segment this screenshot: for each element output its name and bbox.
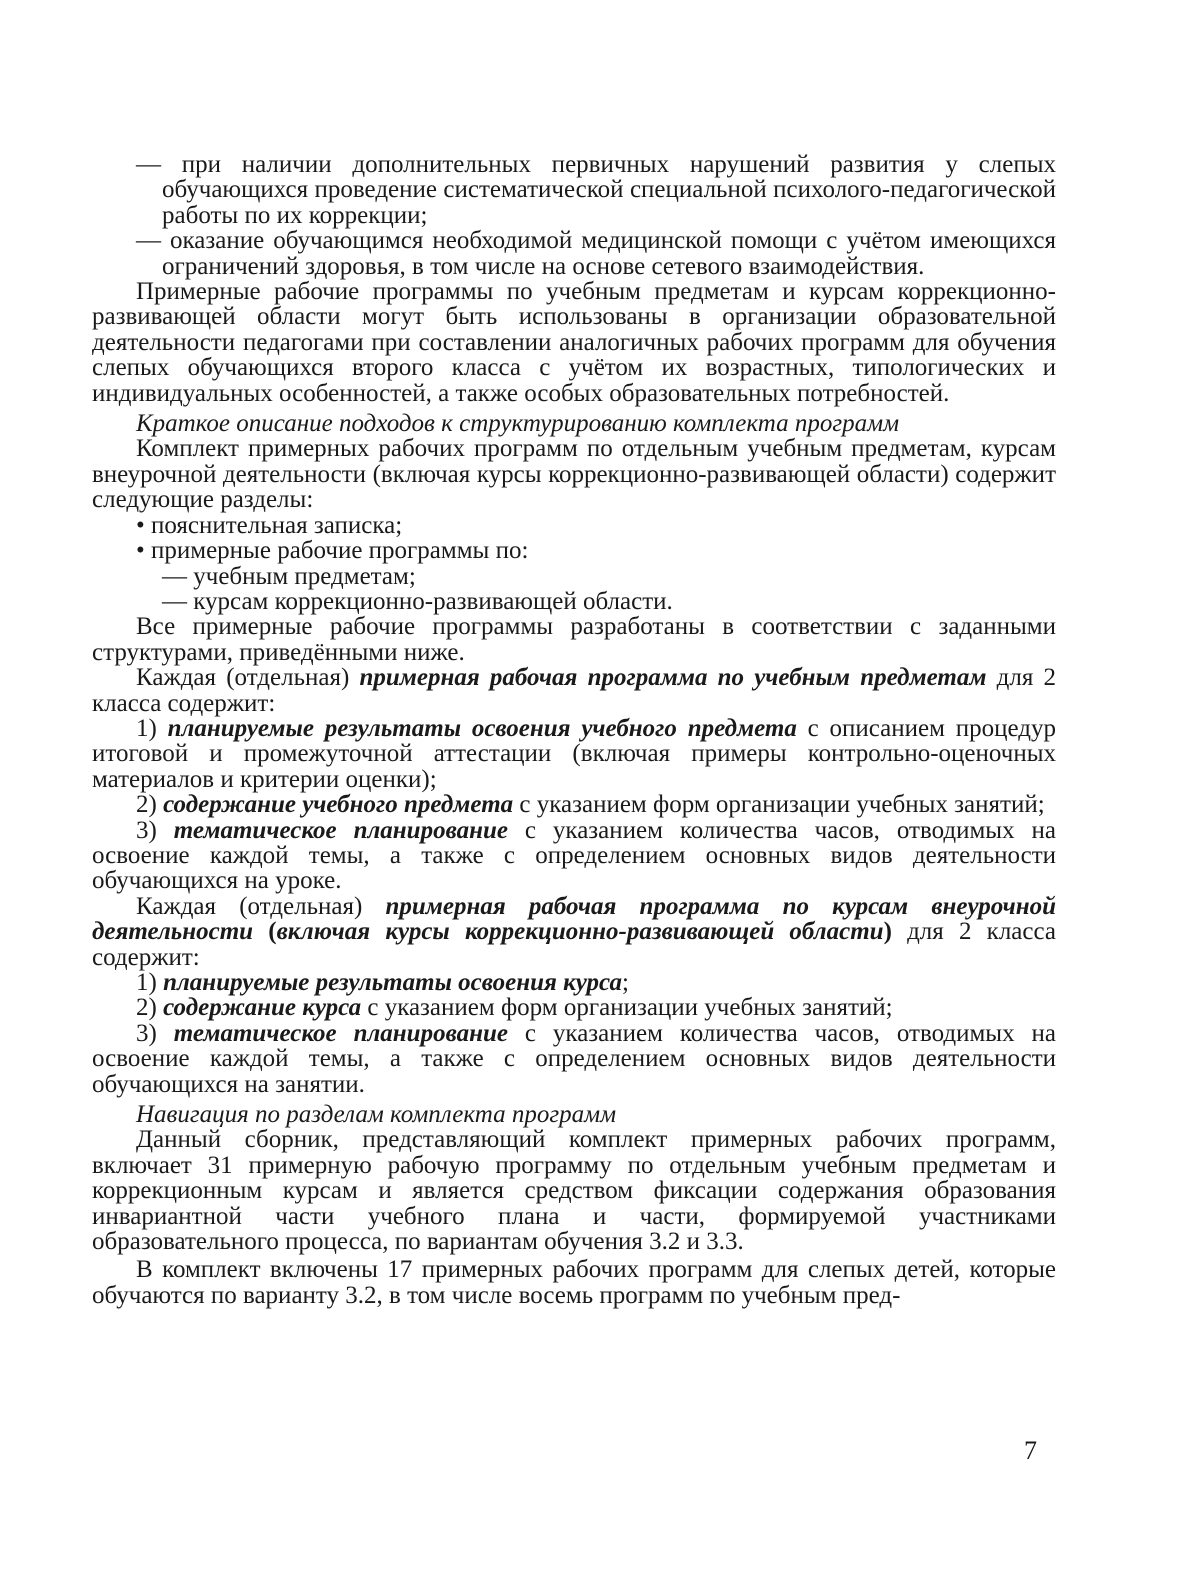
bullet-explanatory-note: • пояснительная записка;: [136, 511, 403, 539]
paragraph-set-intro: Комплект примерных рабочих программ по отдельным учебным предметам, курсам внеурочной деятельности (включая курсы коррекционно-развивающей области) содержит следующие разделы:: [92, 435, 1056, 514]
section-heading-navigation: Навигация по разделам комплекта программ: [136, 1101, 617, 1129]
course-item-2: [92, 995, 1056, 1020]
item-number: 1): [136, 969, 164, 996]
item-number: 3): [136, 1019, 174, 1047]
page-number: 7: [1024, 1436, 1037, 1465]
paragraph-included: В комплект включены 17 примерных рабочих программ для слепых детей, которые обучаются по варианту 3.2, в том числе восемь программ по учебным пред-: [92, 1256, 1056, 1309]
emphasis: тематическое планирование: [173, 1019, 508, 1047]
item-number: 2): [136, 994, 164, 1022]
subject-item-2: [92, 792, 1056, 817]
text-run: для 2 класса содержит:: [92, 918, 1056, 971]
text-run: Каждая (отдельная): [136, 664, 360, 692]
text-run: для 2 класса содержит:: [92, 664, 1056, 717]
emphasis: примерная рабочая программа по учебным предметам: [359, 664, 987, 692]
item-number: 1): [136, 714, 168, 742]
emphasis: содержание учебного предмета: [163, 791, 514, 819]
subject-item-1: [92, 716, 1056, 792]
emphasis: планируемые результаты освоения курса: [163, 969, 623, 996]
paren: ): [883, 918, 892, 946]
paren: (: [253, 918, 277, 946]
paragraph-collection: Данный сборник, представляющий комплект примерных рабочих программ, включает 31 примерную рабочую программу по отдельным учебным предметам и коррекционным курсам и является средством фиксации содержания образования инвариантной части учебного плана и части, формируемой участниками образовательного процесса, по вариантам обучения 3.2 и 3.3.: [92, 1126, 1056, 1256]
text-run: ;: [622, 969, 629, 996]
item-number: 2): [136, 791, 164, 819]
text-run: с указанием форм организации учебных занятий;: [513, 791, 1045, 819]
emphasis: содержание курса: [163, 994, 362, 1022]
emphasis: включая курсы коррекционно-развивающей области: [276, 918, 884, 946]
course-item-1: [92, 970, 1056, 995]
item-number: 3): [136, 816, 174, 844]
emphasis: примерная рабочая программа по курсам внеурочной деятельности: [92, 892, 1056, 946]
main-text: [92, 152, 1056, 1308]
emphasis: тематическое планирование: [173, 816, 508, 844]
text-run: с указанием форм организации учебных занятий;: [361, 994, 893, 1022]
paragraph-subject-program: [92, 665, 1056, 716]
section-heading-structure: Краткое описание подходов к структурированию комплекта программ: [136, 410, 900, 438]
paragraph-course-program: [92, 894, 1056, 970]
emphasis: планируемые результаты освоения учебного предмета: [167, 714, 797, 742]
paragraph-all-developed: Все примерные рабочие программы разработаны в соответствии с заданными структурами, приведёнными ниже.: [92, 613, 1056, 666]
text-run: Каждая (отдельная): [136, 892, 386, 920]
sub-item-courses: — курсам коррекционно-развивающей области.: [162, 587, 673, 615]
dash-item-medical: — оказание обучающимся необходимой медицинской помощи с учётом имеющихся ограничений здоровья, в том числе на основе сетевого взаимодействия.: [136, 227, 1056, 280]
text-run: с описанием процедур итоговой и промежуточной аттестации (включая примеры контрольно-оценочных материалов и критерии оценки);: [92, 714, 1057, 793]
text-run: с указанием количества часов, отводимых на освоение каждой темы, а также с определением основных видов деятельности обучающихся на уроке.: [92, 816, 1056, 895]
course-item-3: [92, 1021, 1056, 1097]
text-run: с указанием количества часов, отводимых на освоение каждой темы, а также с определением основных видов деятельности обучающихся на занятии.: [92, 1019, 1056, 1098]
sub-item-subjects: — учебным предметам;: [162, 562, 416, 590]
dash-item-correction: — при наличии дополнительных первичных нарушений развития у слепых обучающихся проведение систематической специальной психолого-педагогической работы по их коррекции;: [136, 151, 1056, 229]
bullet-programs: • примерные рабочие программы по:: [136, 537, 529, 565]
subject-item-3: [92, 818, 1056, 894]
paragraph-examples: Примерные рабочие программы по учебным предметам и курсам коррекционно-развивающей области могут быть использованы в организации образовательной деятельности педагогами при составлении аналогичных рабочих программ для обучения слепых обучающихся второго класса с учётом их возрастных, типологических и индивидуальных особенностей, а также особых образовательных потребностей.: [92, 278, 1056, 407]
